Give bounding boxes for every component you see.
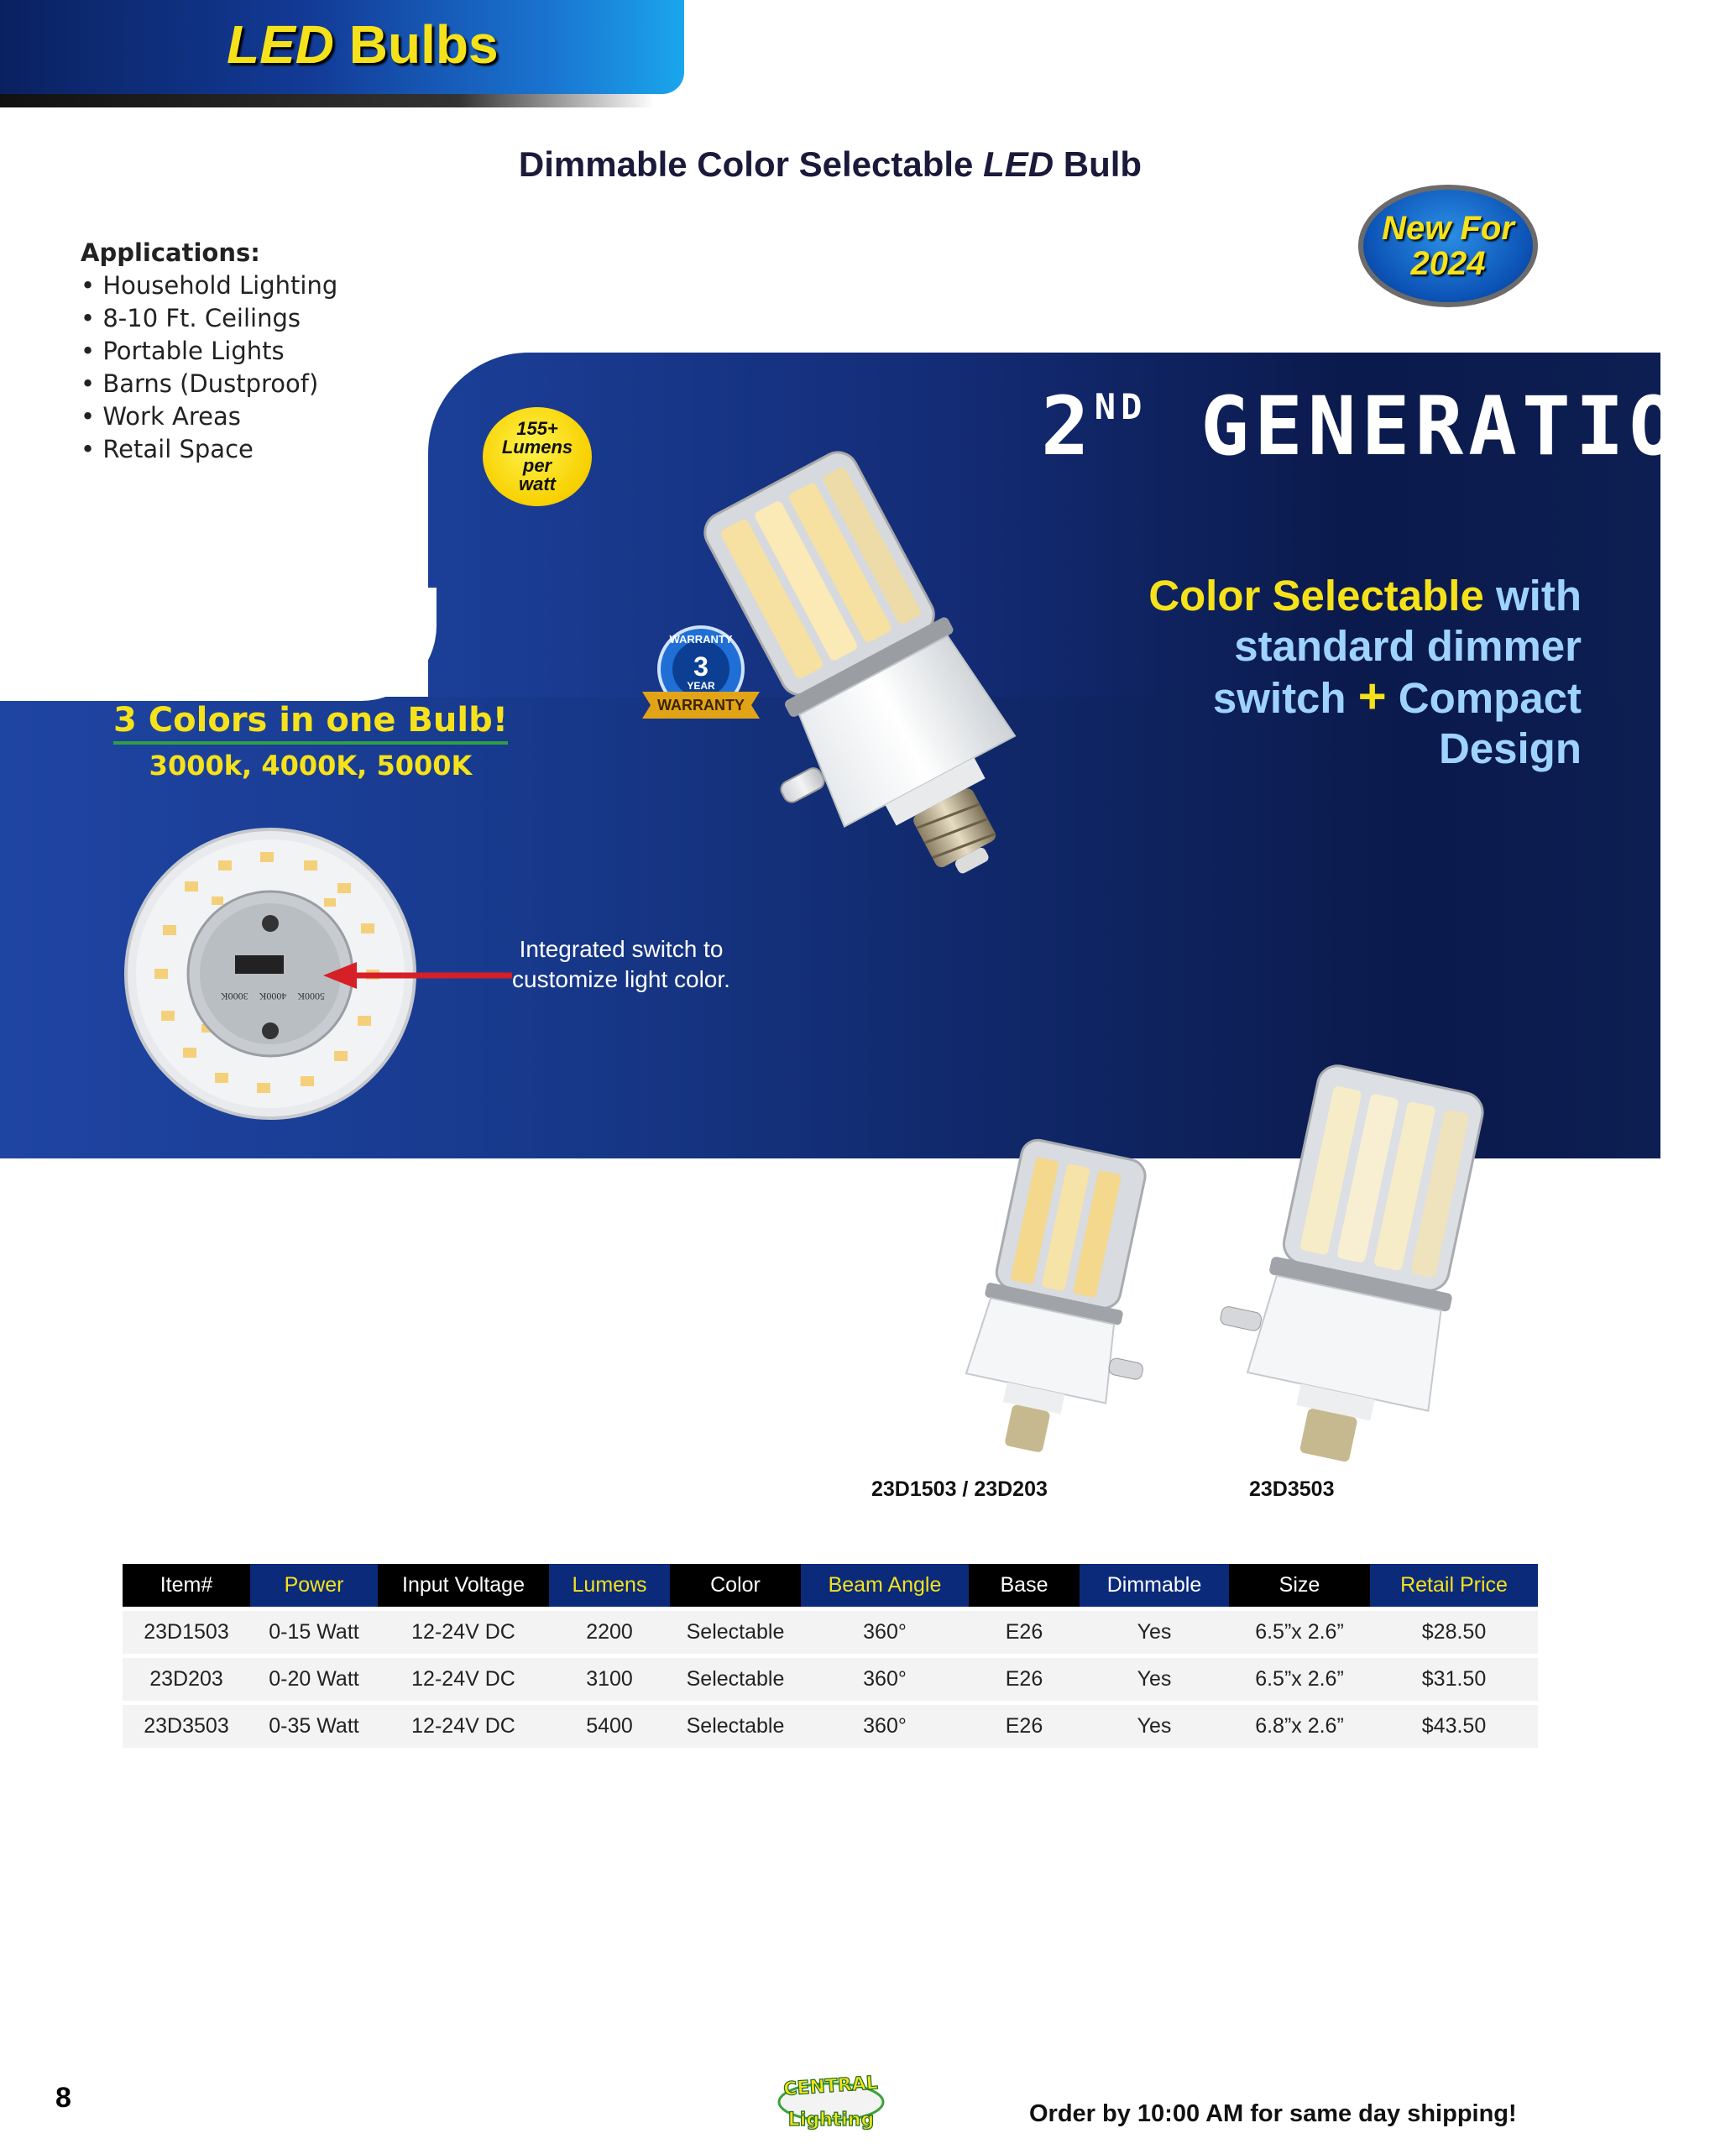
cell-dimmable: Yes xyxy=(1080,1703,1229,1749)
cell-dimmable: Yes xyxy=(1080,1656,1229,1703)
cell-base: E26 xyxy=(969,1609,1080,1656)
red-arrow-icon xyxy=(323,959,516,992)
bulb-23d3503-image xyxy=(1200,1066,1519,1469)
applications-heading: Applications: xyxy=(81,238,260,267)
col-header-power: Power xyxy=(250,1564,378,1609)
cell-base: E26 xyxy=(969,1703,1080,1749)
bulb-23d1503-image xyxy=(932,1137,1167,1473)
warranty-year-label: YEAR xyxy=(687,680,715,692)
cell-item: 23D3503 xyxy=(123,1703,250,1749)
cell-input-voltage: 12-24V DC xyxy=(378,1609,549,1656)
cell-power: 0-15 Watt xyxy=(250,1609,378,1656)
section-title-bulbs: Bulbs xyxy=(348,14,499,75)
table-row xyxy=(123,1609,1538,1656)
table-header-row xyxy=(123,1564,1538,1609)
central-lighting-logo xyxy=(751,2067,911,2134)
table-row xyxy=(123,1656,1538,1703)
col-header-item: Item# xyxy=(123,1564,250,1609)
section-title xyxy=(227,13,499,76)
col-header-color: Color xyxy=(670,1564,801,1609)
cell-lumens: 2200 xyxy=(549,1609,670,1656)
list-item: • 8-10 Ft. Ceilings xyxy=(81,304,301,332)
cell-dimmable: Yes xyxy=(1080,1609,1229,1656)
caption-23d3503: 23D3503 xyxy=(1249,1477,1335,1501)
caption-23d1503-23d203: 23D1503 / 23D203 xyxy=(871,1477,1048,1501)
feature-tagline: Color Selectable with standard dimmer switch + Compact Design xyxy=(1148,572,1582,772)
cell-color: Selectable xyxy=(670,1609,801,1656)
warranty-seal-icon xyxy=(638,623,764,732)
cell-item: 23D1503 xyxy=(123,1609,250,1656)
banner-cutout xyxy=(0,588,437,701)
list-item: • Retail Space xyxy=(81,435,254,463)
lumens-per-watt-badge: 155+ Lumens per watt xyxy=(483,407,592,506)
header-shadow xyxy=(0,94,655,107)
warranty-ribbon-text: WARRANTY xyxy=(657,697,745,714)
cell-lumens: 5400 xyxy=(549,1703,670,1749)
cell-retail-price: $28.50 xyxy=(1370,1609,1538,1656)
cell-size: 6.5”x 2.6” xyxy=(1229,1656,1370,1703)
cell-beam-angle: 360° xyxy=(801,1609,969,1656)
logo-line2: Lighting xyxy=(787,2110,875,2131)
svg-text:5000K 4000K 3000K: 5000K 4000K 3000K xyxy=(220,991,326,1002)
table-row xyxy=(123,1703,1538,1749)
spec-table xyxy=(123,1564,1538,1748)
cell-lumens: 3100 xyxy=(549,1656,670,1703)
cell-power: 0-20 Watt xyxy=(250,1656,378,1703)
second-generation-heading: 2ND GENERATION xyxy=(1041,379,1736,473)
logo-line1: CENTRAL xyxy=(782,2073,879,2100)
shipping-note: Order by 10:00 AM for same day shipping! xyxy=(1029,2100,1517,2127)
col-header-lumens: Lumens xyxy=(549,1564,670,1609)
cell-base: E26 xyxy=(969,1656,1080,1703)
warranty-years: 3 xyxy=(693,651,709,682)
applications-list xyxy=(81,237,337,466)
list-item: • Barns (Dustproof) xyxy=(81,369,319,398)
list-item: • Work Areas xyxy=(81,402,241,431)
section-title-led: LED xyxy=(227,14,334,75)
warranty-top-text: WARRANTY xyxy=(669,633,733,646)
page-title: Dimmable Color Selectable LED Bulb xyxy=(518,144,1143,184)
col-header-input-voltage: Input Voltage xyxy=(378,1564,549,1609)
cell-size: 6.5”x 2.6” xyxy=(1229,1609,1370,1656)
cell-color: Selectable xyxy=(670,1703,801,1749)
page-number: 8 xyxy=(55,2082,71,2114)
cell-input-voltage: 12-24V DC xyxy=(378,1656,549,1703)
new-for-2024-badge: New For 2024 xyxy=(1358,185,1538,307)
switch-callout-text: Integrated switch to customize light color. xyxy=(512,936,730,992)
col-header-size: Size xyxy=(1229,1564,1370,1609)
three-colors-heading: 3 Colors in one Bulb! 3000k, 4000K, 5000K xyxy=(113,701,508,782)
col-header-beam-angle: Beam Angle xyxy=(801,1564,969,1609)
list-item: • Household Lighting xyxy=(81,271,338,300)
cell-retail-price: $43.50 xyxy=(1370,1703,1538,1749)
col-header-dimmable: Dimmable xyxy=(1080,1564,1229,1609)
cell-item: 23D203 xyxy=(123,1656,250,1703)
col-header-retail-price: Retail Price xyxy=(1370,1564,1538,1609)
col-header-base: Base xyxy=(969,1564,1080,1609)
cell-beam-angle: 360° xyxy=(801,1656,969,1703)
cell-size: 6.8”x 2.6” xyxy=(1229,1703,1370,1749)
cell-beam-angle: 360° xyxy=(801,1703,969,1749)
cell-power: 0-35 Watt xyxy=(250,1703,378,1749)
cell-input-voltage: 12-24V DC xyxy=(378,1703,549,1749)
list-item: • Portable Lights xyxy=(81,337,285,365)
cell-color: Selectable xyxy=(670,1656,801,1703)
cell-retail-price: $31.50 xyxy=(1370,1656,1538,1703)
